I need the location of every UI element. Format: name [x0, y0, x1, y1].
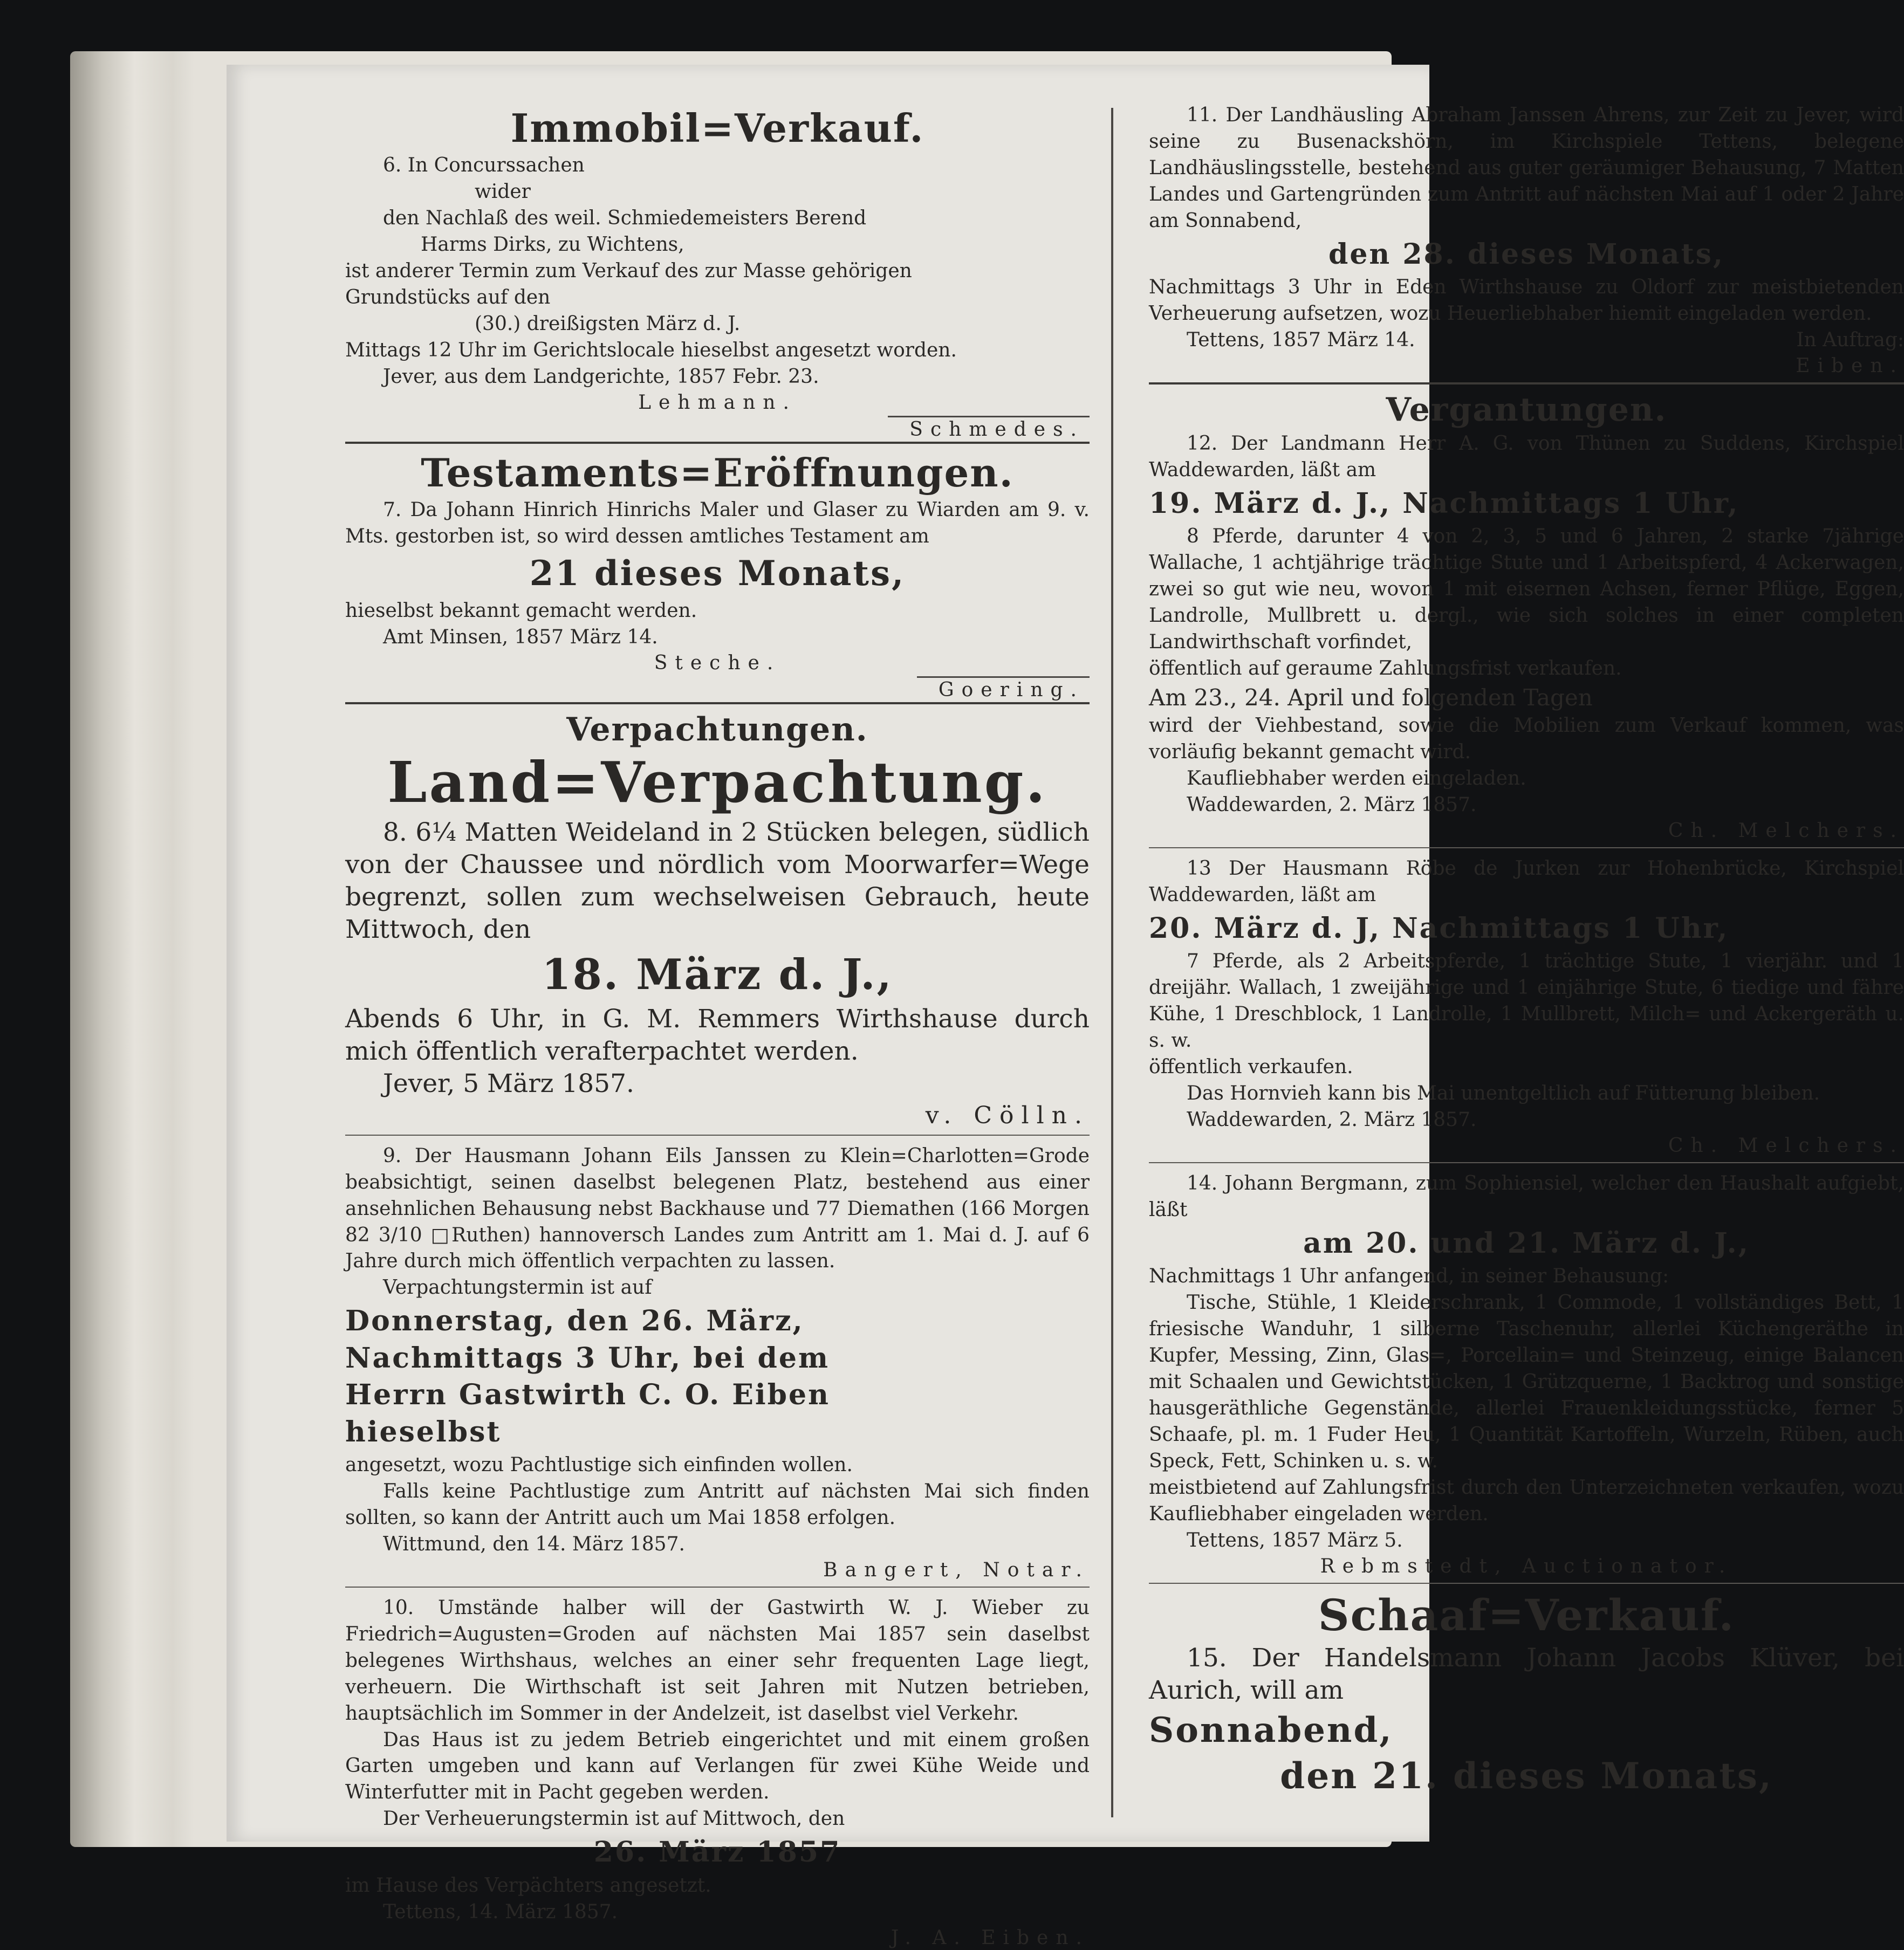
notice-text: Verpachtungstermin ist auf — [383, 1276, 652, 1299]
notice-text: öffentlich verkaufen. — [1149, 1056, 1353, 1079]
notice-text: 12. Der Landmann Herr A. G. von Thünen zu Suddens, Kirchspiel Waddewarden, läßt am — [1149, 432, 1904, 481]
notice-text: Nachmittags 1 Uhr anfangend, in seiner Behausung: — [1149, 1265, 1669, 1288]
notice-text: 7. Da Johann Hinrich Hinrichs Maler und Glaser zu Wiarden am 9. v. Mts. gestorben ist, so wird dessen amtliches Testament am — [345, 498, 1090, 547]
signature: Ch. Melchers. — [1668, 819, 1904, 842]
notice-line: 6. In Concurssachen — [383, 154, 585, 177]
notice-text: 8. 6¼ Matten Weideland in 2 Stücken belegen, südlich von der Chaussee und nördlich vom Moorwarfer=Wege begrenzt, sollen zum wechselweisen Gebrauch, heute Mittwoch, den — [345, 817, 1090, 945]
notice-13 — [1149, 856, 1904, 1163]
section-heading-large: Land=Verpachtung. — [387, 749, 1047, 815]
right-column — [1149, 102, 1904, 1801]
section-rule — [345, 442, 1090, 444]
notice-text: 9. Der Hausmann Johann Eils Janssen zu Klein=Charlotten=Grode beabsichtigt, seinen daselbst belegenen Platz, bestehend aus einer ansehnlichen Behausung nebst Backhause und 77 Diemathen (166 Morgen 82 3/10 □Ruthen) hannoversch Landes zum Antritt am 1. Mai d. J. auf 6 Jahre durch mich öffentlich verpachten zu lassen. — [345, 1144, 1090, 1273]
section-heading: Vergantungen. — [1386, 391, 1667, 429]
notice-line: (30.) dreißigsten März d. J. — [475, 312, 741, 335]
notice-text: Kaufliebhaber werden eingeladen. — [1187, 767, 1526, 790]
notice-text: Falls keine Pachtlustige zum Antritt auf nächsten Mai sich finden sollten, so kann der Antritt auch um Mai 1858 erfolgen. — [345, 1480, 1090, 1529]
notice-line: wider — [475, 181, 531, 203]
notice-emphasis: 26. März 1857 — [593, 1836, 841, 1869]
section-rule — [1149, 847, 1904, 848]
notice-text: hieselbst bekannt gemacht werden. — [345, 599, 697, 622]
notice-immobil-verkauf — [345, 107, 1090, 444]
notice-text: 8 Pferde, darunter 4 von 2, 3, 5 und 6 Jahren, 2 starke 7jährige Wallache, 1 achtjährige trächtige Stute und 1 Arbeitspferd, 4 Ackerwagen, zwei so gut wie neu, wovon 1 mit eisernen Achsen, ferner Pflüge, Eggen, Landrolle, Mullbrett u. dergl., wie sich solches in einer completen Landwirthschaft vorfindet, — [1149, 525, 1904, 654]
dateline: Wittmund, den 14. März 1857. — [383, 1533, 685, 1555]
section-heading: Schaaf=Verkauf. — [1318, 1589, 1735, 1640]
section-rule — [345, 1587, 1090, 1588]
dateline — [1149, 327, 1904, 354]
notice-text: meistbietend auf Zahlungsfrist durch den Unterzeichneten verkaufen, wozu Kaufliebhaber eingeladen werden. — [1149, 1476, 1904, 1525]
newspaper-page — [227, 65, 1904, 1949]
notice-text: 11. Der Landhäusling Abraham Janssen Ahrens, zur Zeit zu Jever, wird seine zu Busenackshörn, im Kirchspiele Tettens, belegene Landhäuslingsstelle, bestehend aus guter geräumiger Behausung, 7 Matten Landes und Gartengründen zum Antritt auf nächsten Mai auf 1 oder 2 Jahre am Sonnabend, — [1149, 104, 1904, 232]
dateline: Tettens, 14. März 1857. — [383, 1900, 618, 1923]
signature: Ch. Melchers. — [1668, 1134, 1904, 1157]
signature: Steche. — [654, 651, 781, 674]
notice-text: 10. Umstände halber will der Gastwirth W. J. Wieber zu Friedrich=Augusten=Groden auf nächsten Mai 1857 sein daselbst belegenes Wirthshaus, welches an einer sehr frequenten Lage liegt, verheuern. Die Wirthschaft ist seit Jahren mit Nutzen betrieben, hauptsächlich im Sommer in der Andelzeit, ist daselbst viel Verkehr. — [345, 1596, 1090, 1725]
dateline: Jever, 5 März 1857. — [383, 1069, 634, 1099]
dateline: Amt Minsen, 1857 März 14. — [383, 626, 658, 648]
signature: Rebmstedt, Auctionator. — [1320, 1555, 1733, 1577]
signature: Bangert, Notar. — [823, 1558, 1090, 1581]
notice-text: 7 Pferde, als 2 Arbeitspferde, 1 trächtige Stute, 1 vierjähr. und 1 dreijähr. Wallach, 1 zweijährige und 1 einjährige Stute, 6 tiedige und fähre Kühe, 1 Dreschblock, 1 Landrolle, 1 Mullbrett, Milch= und Ackergeräth u. s. w. — [1149, 950, 1904, 1052]
section-rule — [1149, 382, 1904, 384]
notice-vergantungen — [1149, 392, 1904, 848]
section-heading: Verpachtungen. — [566, 710, 868, 749]
signature: Lehmann. — [638, 391, 797, 414]
dateline: Tettens, 1857 März 5. — [1187, 1529, 1403, 1551]
notice-schaaf-verkauf — [1149, 1591, 1904, 1797]
notice-text: Der Verheuerungstermin ist auf Mittwoch, den — [383, 1808, 845, 1830]
section-rule — [345, 1135, 1090, 1136]
notice-11 — [1149, 102, 1904, 384]
notice-text: Das Hornvieh kann bis Mai unentgeltlich auf Fütterung bleiben. — [1187, 1082, 1820, 1105]
notice-testaments — [345, 451, 1090, 704]
notice-line: den Nachlaß des weil. Schmiedemeisters Berend — [383, 207, 867, 230]
notice-emphasis: den 21. dieses Monats, — [1280, 1754, 1773, 1797]
notice-line: Harms Dirks, zu Wichtens, — [421, 234, 684, 256]
signature: J. A. Eiben. — [891, 1926, 1090, 1949]
notice-text: 14. Johann Bergmann, zum Sophiensiel, welcher den Haushalt aufgiebt, läßt — [1149, 1172, 1904, 1221]
notice-line: Grundstücks auf den — [345, 286, 551, 308]
section-rule — [1149, 1162, 1904, 1163]
notice-text: Tische, Stühle, 1 Kleiderschrank, 1 Commode, 1 vollständiges Bett, 1 friesische Wanduhr, 1 silberne Taschenuhr, allerlei Küchengeräthe in Kupfer, Messing, Zinn, Glas=, Porcellain= und Steinzeug, einige Balancen mit Schaalen und Gewichtstücken, 1 Grützquerne, 1 Backtrog und sonstige hausgeräthliche Gegenstände, allerlei Frauenkleidungsstücke, ferner 5 Schaafe, pl. m. 1 Fuder Heu, 1 Quantität Kartoffeln, Wurzeln, Rüben, auch Speck, Fett, Schinken u. s. w. — [1149, 1292, 1904, 1472]
notice-10 — [345, 1595, 1090, 1949]
notice-emphasis: hieselbst — [345, 1415, 502, 1448]
dateline: Waddewarden, 2. März 1857. — [1187, 794, 1477, 816]
notice-text: Das Haus ist zu jedem Betrieb eingerichtet und mit einem großen Garten umgeben und kann auf Verlangen für zwei Kühe Weide und Winterfutter mit in Pacht gegeben werden. — [345, 1728, 1090, 1804]
notice-text: 13 Der Hausmann Röbe de Jurken zur Hohenbrücke, Kirchspiel Waddewarden, läßt am — [1149, 857, 1904, 906]
left-column — [345, 102, 1090, 1950]
notice-text: Nachmittags 3 Uhr in Eden Wirthshause zu Oldorf zur meistbietenden Verheuerung aufsetzen, wozu Heuerliebhaber hiemit eingeladen werden. — [1149, 276, 1904, 325]
date-text: Tettens, 1857 März 14. — [1187, 329, 1415, 352]
section-rule — [345, 702, 1090, 704]
notice-emphasis: 21 dieses Monats, — [529, 553, 906, 594]
notice-emphasis: Herrn Gastwirth C. O. Eiben — [345, 1378, 830, 1412]
notice-text: 15. Der Handelsmann Johann Jacobs Klüver, bei Aurich, will am — [1149, 1643, 1904, 1705]
notice-14 — [1149, 1171, 1904, 1584]
notice-text: Abends 6 Uhr, in G. M. Remmers Wirthshause durch mich öffentlich verafterpachtet werden. — [345, 1004, 1090, 1067]
notice-line: Mittags 12 Uhr im Gerichtslocale hieselbst angesetzt worden. — [345, 339, 957, 361]
notice-emphasis: 20. März d. J, Nachmittags 1 Uhr, — [1149, 911, 1729, 945]
notice-text: öffentlich auf geraume Zahlungsfrist verkaufen. — [1149, 657, 1622, 680]
signature: Schmedes. — [888, 416, 1090, 441]
notice-emphasis: Sonnabend, — [1149, 1710, 1393, 1751]
auftrag-text: In Auftrag: — [1796, 329, 1904, 352]
notice-emphasis: Donnerstag, den 26. März, — [345, 1304, 804, 1338]
section-heading: Testaments=Eröffnungen. — [421, 449, 1014, 496]
notice-text: wird der Viehbestand, sowie die Mobilien zum Verkauf kommen, was vorläufig bekannt gemacht wird. — [1149, 715, 1904, 764]
notice-text: angesetzt, wozu Pachtlustige sich einfinden wollen. — [345, 1453, 853, 1476]
signature: v. Cölln. — [925, 1101, 1090, 1129]
notice-text: im Hause des Verpächters angesetzt. — [345, 1874, 711, 1897]
signature: Goering. — [917, 676, 1090, 701]
notice-emphasis: den 28. dieses Monats, — [1328, 237, 1724, 271]
notice-verpachtungen — [345, 712, 1090, 1136]
notice-text: Am 23., 24. April und folgenden Tagen — [1149, 684, 1593, 711]
dateline: Waddewarden, 2. März 1857. — [1187, 1108, 1477, 1131]
notice-emphasis: Nachmittags 3 Uhr, bei dem — [345, 1341, 830, 1375]
section-rule — [1149, 1583, 1904, 1584]
section-heading: Immobil=Verkauf. — [510, 105, 924, 151]
notice-9 — [345, 1143, 1090, 1588]
notice-emphasis: 18. März d. J., — [542, 950, 893, 999]
column-divider — [1111, 108, 1113, 1817]
notice-line: ist anderer Termin zum Verkauf des zur Masse gehörigen — [345, 260, 912, 282]
notice-emphasis: 19. März d. J., Nachmittags 1 Uhr, — [1149, 486, 1739, 520]
dateline: Jever, aus dem Landgerichte, 1857 Febr. 23. — [383, 365, 819, 388]
signature: Eiben. — [1796, 355, 1904, 377]
notice-emphasis: am 20. und 21. März d. J., — [1303, 1226, 1750, 1260]
